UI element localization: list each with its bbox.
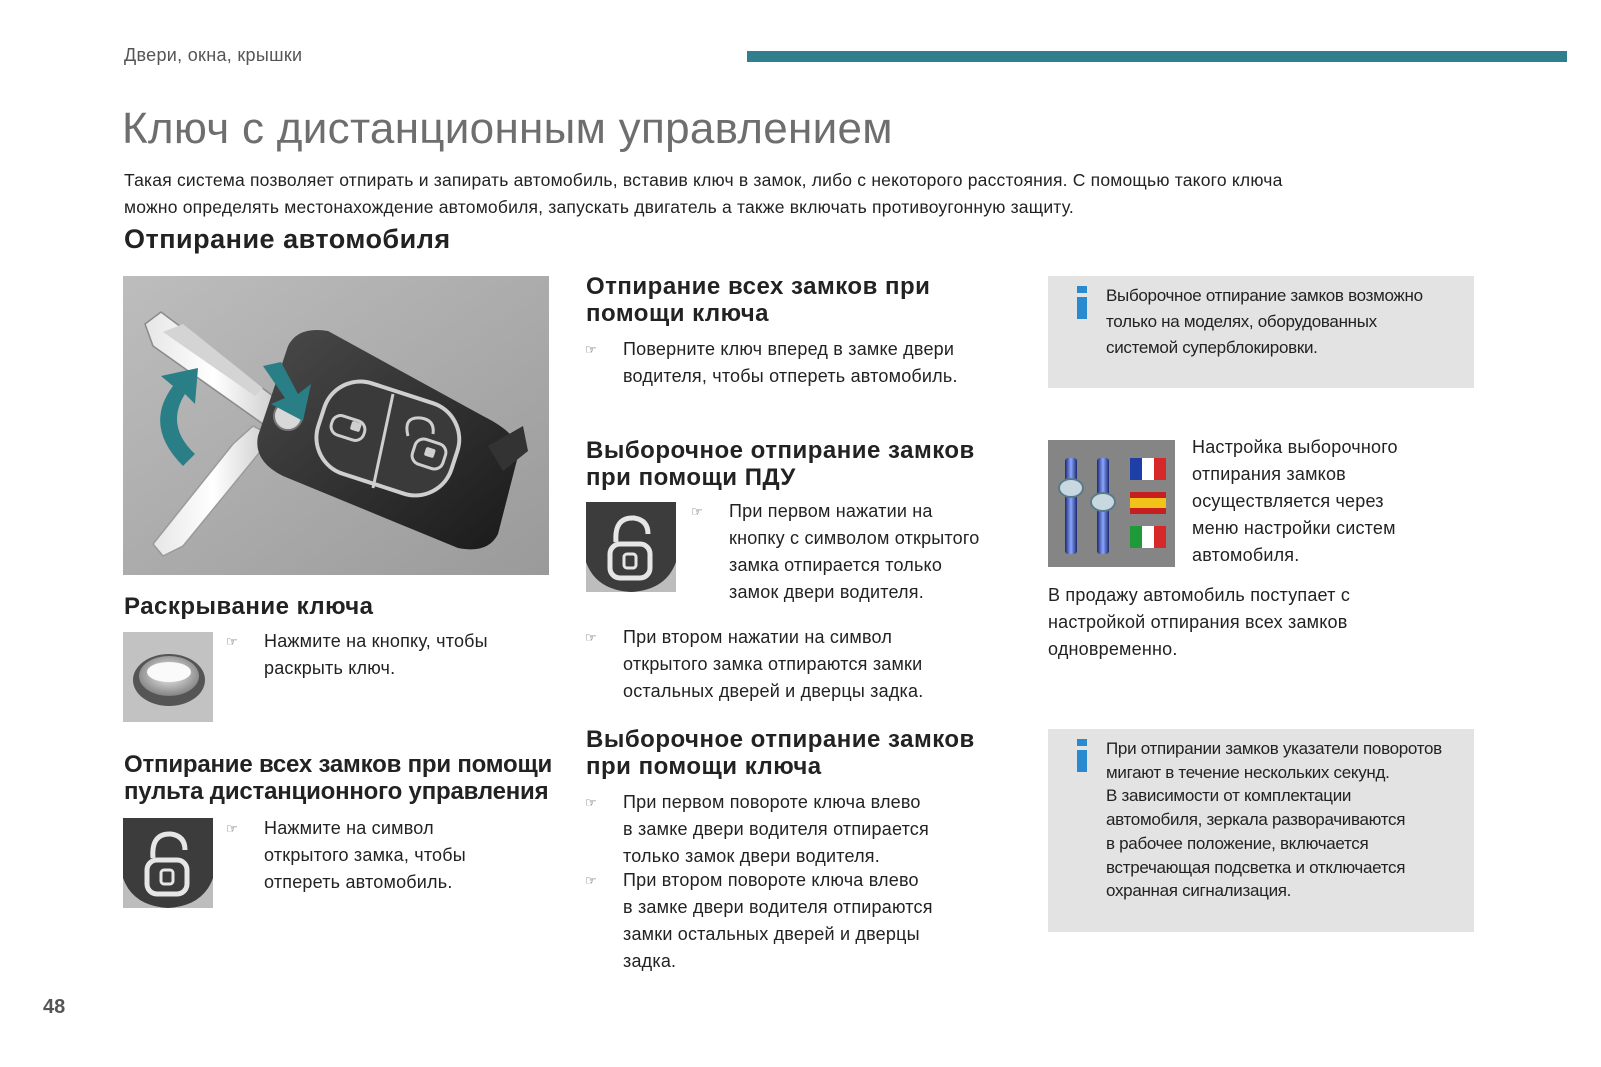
text-line: замка отпирается только (729, 555, 943, 575)
settings-text (1192, 434, 1398, 569)
text-line: настройкой отпирания всех замков (1048, 612, 1348, 632)
page-title: Ключ с дистанционным управлением (122, 104, 893, 153)
open-padlock-icon (586, 502, 676, 592)
superlock-note (1048, 276, 1474, 388)
intro-text (124, 167, 1524, 221)
text-line: Нажмите на кнопку, чтобы (264, 631, 488, 651)
text-line: остальных дверей и дверцы задка. (623, 681, 924, 701)
text-line: открытого замка отпираются замки (623, 654, 923, 674)
bullet-hand-icon: ☞ (585, 795, 597, 810)
text-line: В зависимости от комплектации (1106, 786, 1352, 806)
heading-line: при помощи ПДУ (586, 464, 796, 491)
heading-line: Выборочное отпирание замков (586, 726, 975, 753)
key-unlock-heading (586, 273, 930, 327)
heading-line: Отпирание всех замков при (586, 273, 931, 300)
remote-unlock-heading (124, 751, 552, 805)
text-line: встречающая подсветка и отключается (1106, 857, 1406, 877)
page-number: 48 (43, 996, 66, 1018)
info-icon (1068, 739, 1096, 773)
key-selective-heading (586, 726, 975, 780)
text-line: только на моделях, оборудованных (1106, 312, 1377, 331)
bullet-hand-icon: ☞ (226, 821, 238, 836)
text-line: При втором нажатии на символ (623, 627, 893, 647)
text-line: отпереть автомобиль. (264, 872, 453, 892)
text-line: меню настройки систем (1192, 518, 1396, 538)
bullet-hand-icon: ☞ (585, 342, 597, 357)
text-line: Настройка выборочного (1192, 437, 1398, 457)
unlock-effects-note (1048, 729, 1474, 932)
default-setting-text (1048, 582, 1350, 663)
settings-sliders-icon (1048, 440, 1175, 567)
text-line: водителя, чтобы отпереть автомобиль. (623, 366, 958, 386)
unfold-heading: Раскрывание ключа (124, 593, 374, 620)
intro-line: можно определять местонахождение автомобиля, запускать двигатель а также включать противоугонную защиту. (124, 197, 1074, 217)
remote-selective-heading (586, 437, 975, 491)
bullet-hand-icon: ☞ (691, 504, 703, 519)
text-line: отпирания замков (1192, 464, 1346, 484)
remote-selective-step1 (691, 498, 980, 606)
text-line: При первом повороте ключа влево (623, 792, 921, 812)
text-line: Нажмите на символ (264, 818, 434, 838)
text-line: раскрыть ключ. (264, 658, 396, 678)
key-fob-image (123, 276, 549, 575)
remote-selective-step2 (585, 624, 924, 705)
text-line: В продажу автомобиль поступает с (1048, 585, 1351, 605)
bullet-hand-icon: ☞ (226, 634, 238, 649)
text-line: в замке двери водителя отпирается (623, 819, 929, 839)
text-line: кнопку с символом открытого (729, 528, 980, 548)
text-line: Поверните ключ вперед в замке двери (623, 339, 955, 359)
bullet-hand-icon: ☞ (585, 873, 597, 888)
heading-line: пульта дистанционного управления (124, 778, 549, 805)
text-line: охранная сигнализация. (1106, 881, 1292, 901)
unfold-instruction (226, 628, 488, 682)
info-icon (1068, 286, 1096, 320)
bullet-hand-icon: ☞ (585, 630, 597, 645)
text-line: автомобиля. (1192, 545, 1300, 565)
heading-line: Отпирание всех замков при помощи (124, 751, 553, 778)
text-line: замок двери водителя. (729, 582, 924, 602)
push-button-icon (123, 632, 213, 722)
key-unlock-instruction (585, 336, 958, 390)
key-selective-step2 (585, 867, 933, 975)
header-accent-bar (747, 51, 1567, 62)
heading-line: при помощи ключа (586, 753, 822, 780)
remote-unlock-instruction (226, 815, 466, 896)
text-line: осуществляется через (1192, 491, 1384, 511)
intro-line: Такая система позволяет отпирать и запирать автомобиль, вставив ключ в замок, либо с некоторого расстояния. С помощью такого ключа (124, 170, 1283, 190)
text-line: одновременно. (1048, 639, 1178, 659)
text-line: автомобиля, зеркала разворачиваются (1106, 810, 1406, 830)
text-line: в замке двери водителя отпираются (623, 897, 933, 917)
text-line: задка. (623, 951, 677, 971)
section-title: Отпирание автомобиля (124, 224, 451, 254)
key-selective-step1 (585, 789, 929, 870)
text-line: только замок двери водителя. (623, 846, 880, 866)
text-line: Выборочное отпирание замков возможно (1106, 286, 1423, 305)
text-line: замки остальных дверей и дверцы (623, 924, 920, 944)
text-line: системой суперблокировки. (1106, 338, 1318, 357)
text-line: открытого замка, чтобы (264, 845, 466, 865)
text-line: При втором повороте ключа влево (623, 870, 919, 890)
text-line: При первом нажатии на (729, 501, 933, 521)
text-line: мигают в течение нескольких секунд. (1106, 762, 1390, 782)
heading-line: Выборочное отпирание замков (586, 437, 975, 464)
open-padlock-icon (123, 818, 213, 908)
text-line: При отпирании замков указатели поворотов (1106, 739, 1442, 758)
section-header: Двери, окна, крышки (124, 45, 303, 65)
heading-line: помощи ключа (586, 300, 770, 327)
text-line: в рабочее положение, включается (1106, 833, 1369, 853)
